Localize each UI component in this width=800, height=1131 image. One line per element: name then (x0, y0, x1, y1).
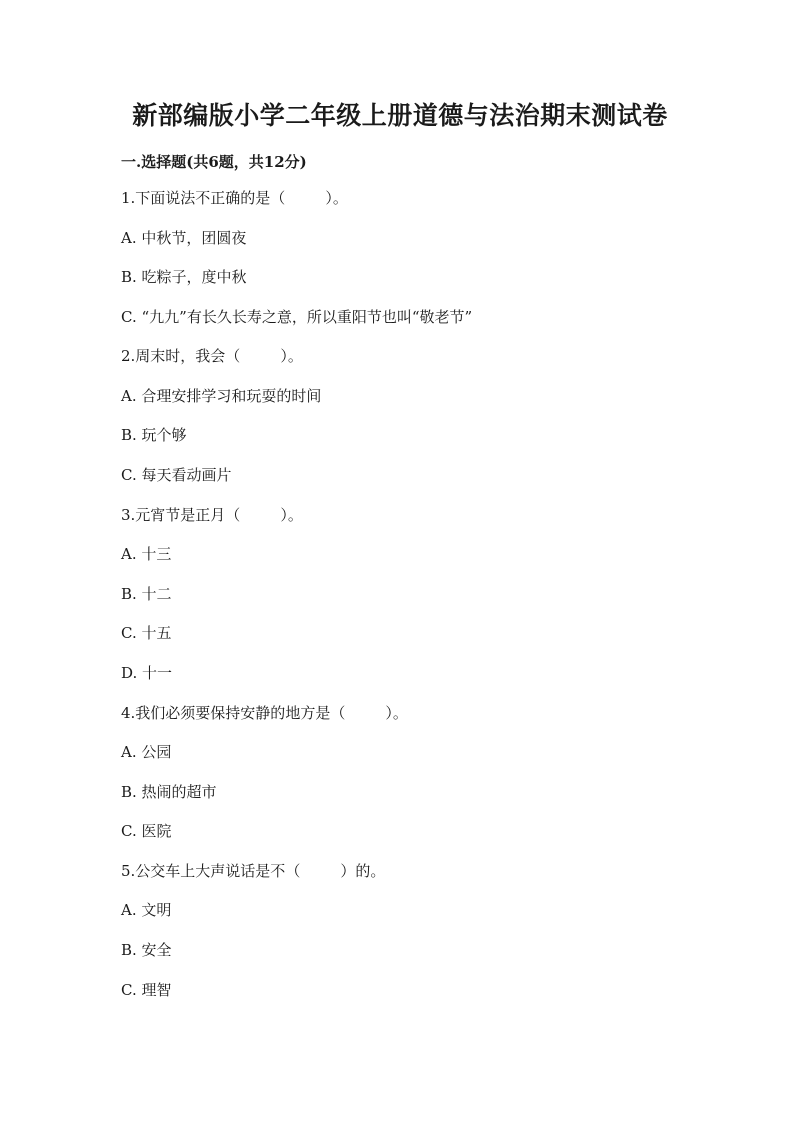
question-3-option-a: A. 十三 (121, 545, 172, 563)
question-1-option-a: A. 中秋节，团圆夜 (121, 229, 247, 247)
section-heading: 一.选择题(共6题，共12分) (121, 153, 307, 171)
question-stem-text: ）。 (280, 347, 303, 365)
question-4-option-b: B. 热闹的超市 (121, 783, 217, 801)
question-stem-text: ）。 (385, 704, 408, 722)
question-3-option-b: B. 十二 (121, 585, 172, 603)
question-2-option-a: A. 合理安排学习和玩耍的时间 (121, 387, 322, 405)
question-stem-text: ）的。 (340, 862, 386, 880)
question-stem-text: 1.下面说法不正确的是（ (121, 189, 286, 207)
question-2-option-b: B. 玩个够 (121, 426, 187, 444)
question-1-stem (121, 188, 348, 208)
question-stem-text: 5.公交车上大声说话是不（ (121, 862, 301, 880)
question-stem-text: ）。 (325, 189, 348, 207)
question-stem-text: 2.周末时，我会（ (121, 347, 241, 365)
question-1-option-c: C. “九九”有长久长寿之意，所以重阳节也叫“敬老节” (121, 308, 473, 326)
question-3-option-c: C. 十五 (121, 624, 172, 642)
question-4-option-a: A. 公园 (121, 743, 172, 761)
question-3-stem (121, 505, 303, 525)
question-stem-text: 4.我们必须要保持安静的地方是（ (121, 704, 346, 722)
question-stem-text: ）。 (280, 506, 303, 524)
question-stem-text: 3.元宵节是正月（ (121, 506, 241, 524)
question-5-option-a: A. 文明 (121, 901, 172, 919)
question-2-stem (121, 346, 303, 366)
page-title: 新部编版小学二年级上册道德与法治期末测试卷 (132, 101, 668, 130)
question-5-stem (121, 861, 385, 881)
question-4-stem (121, 703, 408, 723)
question-1-option-b: B. 吃粽子，度中秋 (121, 268, 247, 286)
question-5-option-c: C. 理智 (121, 981, 172, 999)
question-3-option-d: D. 十一 (121, 664, 173, 682)
question-2-option-c: C. 每天看动画片 (121, 466, 232, 484)
question-5-option-b: B. 安全 (121, 941, 172, 959)
question-4-option-c: C. 医院 (121, 822, 172, 840)
